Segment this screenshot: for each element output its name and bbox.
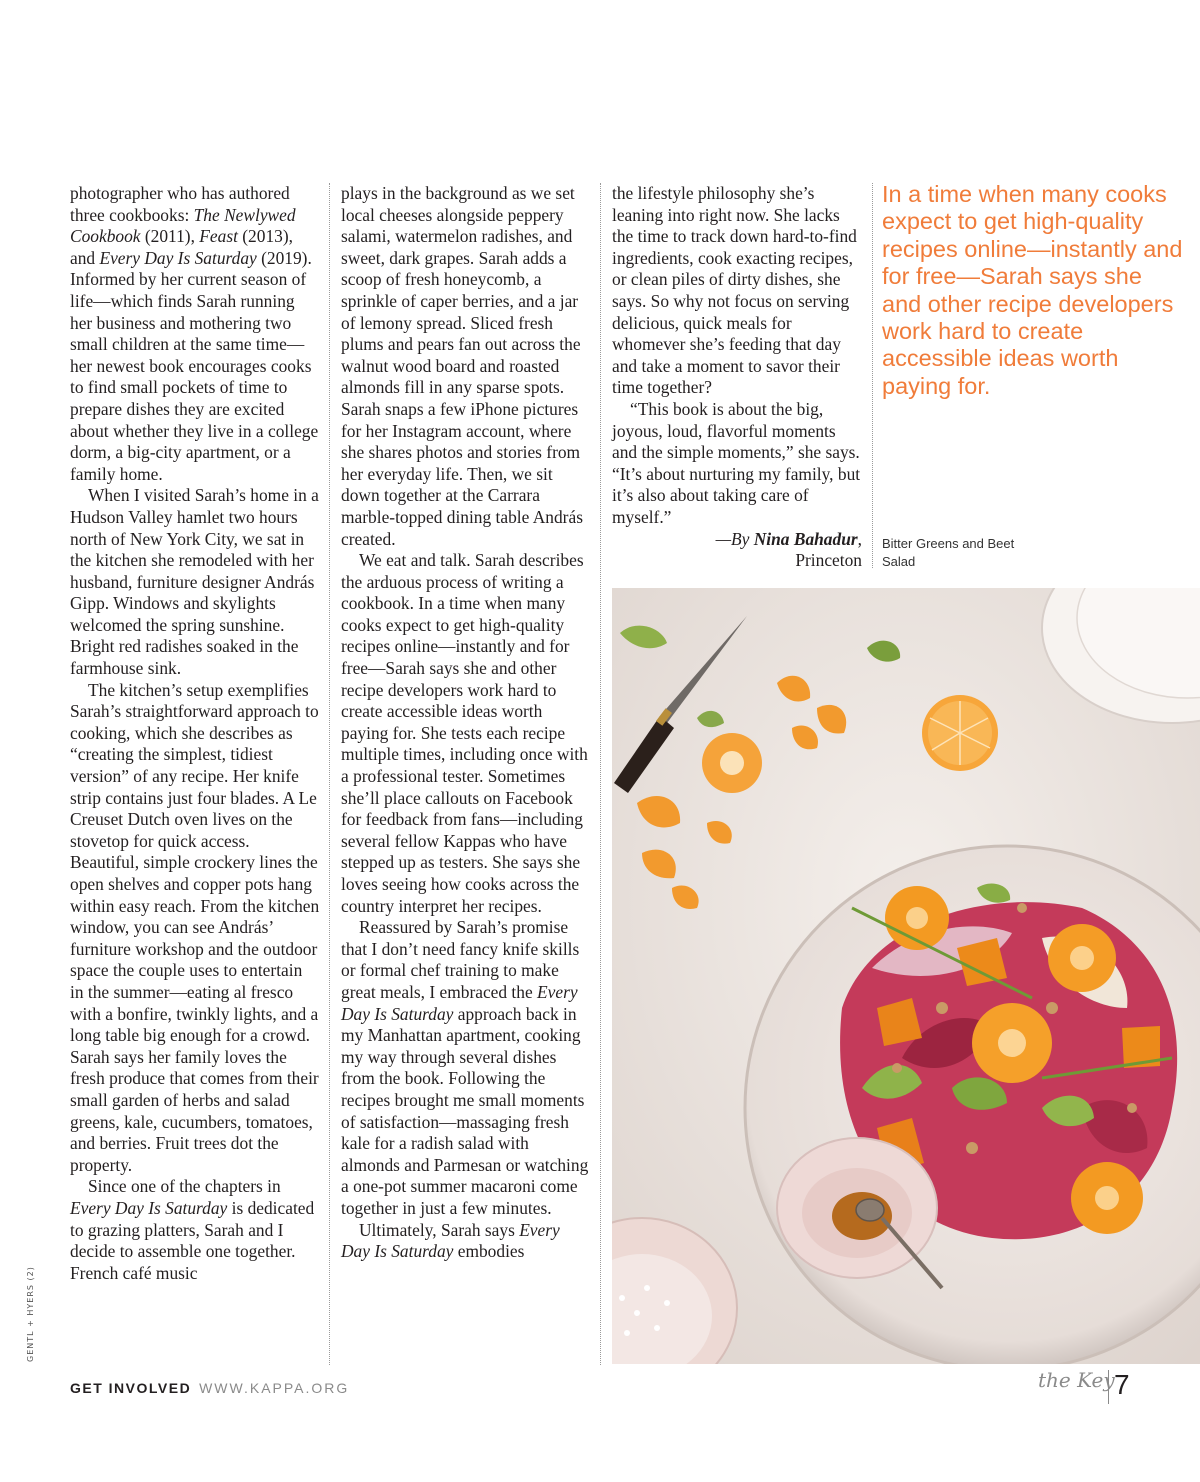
paragraph-text: When I visited Sarah’s home in a Hudson Valley hamlet two hours north of New York City, we sat in the kitchen she remodeled with her husband, furniture designer András Gipp. Windows and skylights welcomed the spring sunshine. Bright red radishes soaked in the farmhouse sink. [70, 485, 319, 679]
the-key-logo: the Key [1038, 1368, 1115, 1392]
get-involved-label: GET INVOLVED [70, 1380, 192, 1396]
byline-prefix: —By [715, 528, 754, 549]
paragraph-text: photographer who has authored three cookbooks: [70, 183, 290, 225]
byline [612, 529, 862, 572]
article-paragraph [70, 183, 320, 485]
article-paragraph [341, 550, 591, 917]
paragraph-text: embodies [453, 1241, 525, 1262]
book-title: Every Day Is Saturday [341, 981, 578, 1024]
article-column-2 [341, 183, 591, 1263]
article-paragraph [341, 183, 591, 550]
article-paragraph [70, 1176, 320, 1284]
column-divider-2 [600, 183, 601, 1365]
article-paragraph [70, 680, 320, 1177]
kappa-url-link[interactable]: WWW.KAPPA.ORG [199, 1380, 350, 1396]
article-column-1 [70, 183, 320, 1284]
paragraph-text: Reassured by Sarah’s promise that I don’t need fancy knife skills or formal chef training to make great meals, I embraced the [341, 917, 580, 1002]
article-paragraph [612, 183, 862, 399]
footer-get-involved [70, 1380, 349, 1396]
column-divider-1 [329, 183, 330, 1365]
paragraph-text: (2019). Informed by her current season of life—which finds Sarah running her business and mothering two small children at the same time—her newest book encourages cooks to find small pockets of time to prepare dishes they are excited about whether they live in a college dorm, a big-city apartment, or a family home. [70, 247, 319, 484]
book-title: Every Day Is Saturday [99, 247, 257, 268]
paragraph-text: “This book is about the big, joyous, loud, flavorful moments and the simple moments,” she says. “It’s about nurturing my family, but it’s also about taking care of myself.” [612, 398, 861, 527]
footer-divider [1108, 1370, 1109, 1404]
article-paragraph [341, 917, 591, 1219]
book-title: Every Day Is Saturday [341, 1219, 560, 1262]
book-title: Feast [199, 226, 238, 247]
paragraph-text: is dedicated to grazing platters, Sarah and I decide to assemble one together. French café music [70, 1197, 315, 1283]
pull-quote: In a time when many cooks expect to get high-quality recipes online—instantly and for free—Sarah says she and other recipe developers work hard to create accessible ideas worth paying for. [882, 181, 1183, 399]
paragraph-text: Since one of the chapters in [88, 1176, 281, 1197]
author-name: Nina Bahadur [753, 528, 858, 549]
photo-credit: GENTL + HYERS (2) [26, 1266, 35, 1362]
paragraph-text: (2013), and [70, 226, 293, 268]
article-paragraph [612, 399, 862, 529]
page-number: 7 [1114, 1369, 1130, 1400]
book-title: The Newlywed Cookbook [70, 204, 296, 247]
photo-caption: Bitter Greens and Beet Salad [882, 536, 1015, 569]
paragraph-text: (2011), [140, 226, 200, 247]
paragraph-text: Ultimately, Sarah says [359, 1219, 520, 1240]
paragraph-text: approach back in my Manhattan apartment, cooking my way through several dishes from the book. Following the recipes brought me small moments of satisfaction—massaging fresh kale for a radish salad with almonds and Parmesan or watching a one-pot summer macaroni come together in just a few minutes. [341, 1003, 589, 1218]
book-title: Every Day Is Saturday [70, 1197, 228, 1218]
byline-comma: , [857, 528, 862, 549]
paragraph-text: We eat and talk. Sarah describes the arduous process of writing a cookbook. In a time when many cooks expect to get high-quality recipes online—instantly and for free—Sarah says she and other recipe developers work hard to create accessible ideas worth paying for. She tests each recipe multiple times, including once with a professional tester. Sometimes she’ll place callouts on Facebook for feedback from fans—including several fellow Kappas who have stepped up as testers. She says she loves seeing how cooks across the country interpret her recipes. [341, 550, 588, 916]
author-location: Princeton [795, 550, 862, 571]
article-column-3 [612, 183, 862, 572]
paragraph-text: plays in the background as we set local cheeses alongside peppery salami, watermelon radishes, and sweet, dark grapes. Sarah adds a scoop of fresh honeycomb, a sprinkle of caper berries, and a jar of lemony spread. Sliced fresh plums and pears fan out across the walnut wood board and roasted almonds fill in any sparse spots. Sarah snaps a few iPhone pictures for her Instagram account, where she shares photos and stories from her everyday life. Then, we sit down together at the Carrara marble-topped dining table András created. [341, 183, 583, 549]
column-divider-3 [872, 183, 873, 568]
paragraph-text: The kitchen’s setup exemplifies Sarah’s straightforward approach to cooking, which she describes as “creating the simplest, tidiest version” of any recipe. Her knife strip contains just four blades. A Le Creuset Dutch oven lives on the stovetop for quick access. Beautiful, simple crockery lines the open shelves and copper pots hang within easy reach. From the kitchen window, you can see András’ furniture workshop and the outdoor space the couple uses to entertain in the summer—eating al fresco with a bonfire, twinkly lights, and a long table big enough for a crowd. Sarah says her family loves the fresh produce that comes from their small garden of herbs and salad greens, kale, cucumbers, tomatoes, and berries. Fruit trees dot the property. [70, 679, 320, 1175]
article-paragraph [341, 1220, 591, 1263]
salad-photo [612, 588, 1200, 1364]
paragraph-text: the lifestyle philosophy she’s leaning into right now. She lacks the time to track down hard-to-find ingredients, cook exacting recipes, or clean piles of dirty dishes, she says. So why not focus on serving delicious, quick meals for whomever she’s feeding that day and take a moment to savor their time together? [612, 183, 857, 398]
article-paragraph [70, 485, 320, 679]
